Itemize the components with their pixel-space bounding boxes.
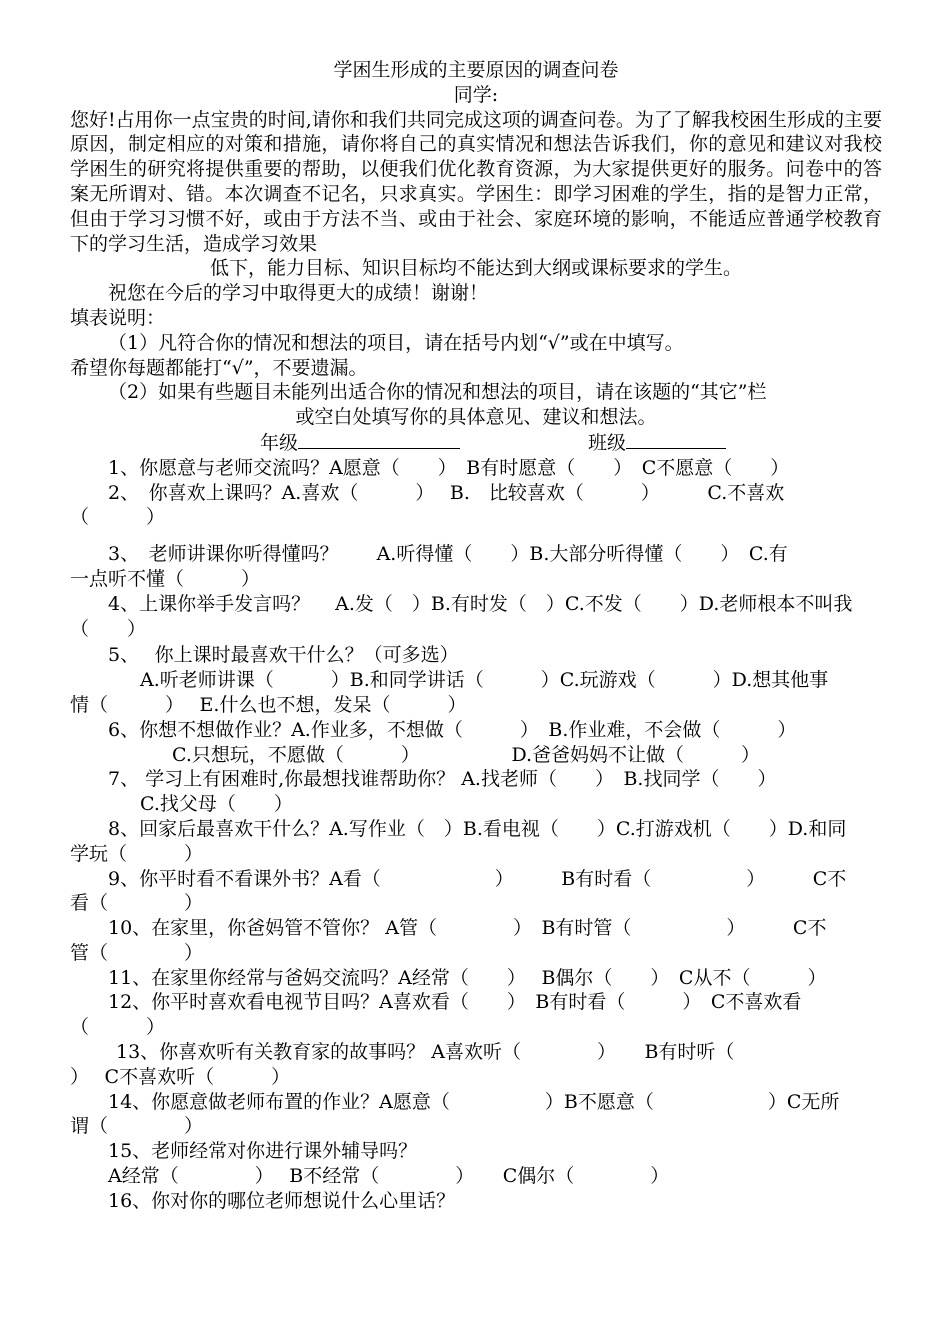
question-8-line-2: 学玩（ ） <box>70 842 204 865</box>
question-13-line-2: ） C不喜欢听（ ） <box>70 1065 291 1088</box>
question-13-line-1: 13、你喜欢听有关教育家的故事吗？ A喜欢听（ ） B有时听（ <box>116 1041 735 1064</box>
question-3-line-1: 3、 老师讲课你听得懂吗？ A.听得懂（ ）B.大部分听得懂（ ） C.有 <box>108 543 788 566</box>
instructions-heading: 填表说明： <box>70 306 166 329</box>
instruction-2-line-2: 或空白处填写你的具体意见、建议和想法。 <box>295 406 657 429</box>
wish-line: 祝您在今后的学习中取得更大的成绩！谢谢！ <box>108 282 489 305</box>
question-10-line-1: 10、在家里，你爸妈管不管你？ A管（ ） B有时管（ ） C不 <box>108 917 827 940</box>
question-15-line-2: A经常（ ） B不经常（ ） C偶尔（ ） <box>108 1165 670 1188</box>
doc-title: 学困生形成的主要原因的调查问卷 <box>333 59 619 81</box>
question-5-line-1: 5、 你上课时最喜欢干什么？（可多选） <box>108 644 459 667</box>
question-7-line-1: 7、 学习上有困难时,你最想找谁帮助你？ A.找老师（ ） B.找同学（ ） <box>108 768 777 791</box>
question-11: 11、在家里你经常与爸妈交流吗？A经常（ ） B偶尔（ ） C从不（ ） <box>108 966 827 989</box>
instruction-1-line-2: 希望你每题都能打“√”，不要遗漏。 <box>70 356 368 379</box>
question-10-line-2: 管（ ） <box>70 941 204 964</box>
question-9-line-1: 9、你平时看不看课外书？A看（ ） B有时看（ ） C不 <box>108 867 847 890</box>
question-2-line-1: 2、 你喜欢上课吗？A.喜欢（ ） B. 比较喜欢（ ） C.不喜欢 <box>108 481 785 504</box>
instruction-1-line-1: （1）凡符合你的情况和想法的项目，请在括号内划“√”或在中填写。 <box>108 331 684 354</box>
question-5-line-3: 情（ ） E.什么也不想，发呆（ ） <box>70 693 467 716</box>
question-4-line-1: 4、上课你举手发言吗？ A.发（ ）B.有时发（ ）C.不发（ ）D.老师根本不叫我 <box>108 592 853 615</box>
question-6-line-1: 6、你想不想做作业？A.作业多，不想做（ ） B.作业难，不会做（ ） <box>108 718 797 741</box>
question-14-line-1: 14、你愿意做老师布置的作业？A愿意（ ）B不愿意（ ）C无所 <box>108 1090 840 1113</box>
grade-label: 年级 <box>260 431 299 454</box>
question-6-line-2: C.只想玩，不愿做（ ） D.爸爸妈妈不让做（ ） <box>172 743 761 766</box>
class-label: 班级 <box>588 431 627 454</box>
question-9-line-2: 看（ ） <box>70 892 204 915</box>
intro-paragraph: 您好!占用你一点宝贵的时间,请你和我们共同完成这项的调查问卷。为了了解我校困生形成的主要原因，制定相应的对策和措施，请你将自己的真实情况和想法告诉我们，你的意见和建议对我校学困生的研究将提供重要的帮助，以便我们优化教育资源，为大家提供更好的服务。问卷中的答案无所谓对、错。本次调查不记名，只求真实。学困生：即学习困难的学生，指的是智力正常，但由于学习习惯不好，或由于方法不当、或由于社会、家庭环境的影响，不能适应普通学校教育下的学习生活，造成学习效果 <box>70 108 882 255</box>
grade-class-row <box>70 430 882 456</box>
instruction-2-line-1: （2）如果有些题目未能列出适合你的情况和想法的项目，请在该题的“其它”栏 <box>108 381 767 404</box>
question-8-line-1: 8、回家后最喜欢干什么？A.写作业（ ）B.看电视（ ）C.打游戏机（ ）D.和同 <box>108 817 847 840</box>
question-14-line-2: 谓（ ） <box>70 1115 204 1138</box>
questionnaire-document <box>70 58 882 1214</box>
question-1: 1、你愿意与老师交流吗？A愿意（ ） B有时愿意（ ） C不愿意（ ） <box>108 456 790 479</box>
question-12-line-1: 12、你平时喜欢看电视节目吗？A喜欢看（ ） B有时看（ ） C不喜欢看 <box>108 991 802 1014</box>
question-2-line-2: （ ） <box>70 506 166 529</box>
question-4-line-2: （ ） <box>70 617 147 640</box>
question-5-line-2: A.听老师讲课（ ）B.和同学讲话（ ）C.玩游戏（ ）D.想其他事 <box>140 669 829 692</box>
salutation: 同学: <box>453 83 499 106</box>
question-16: 16、你对你的哪位老师想说什么心里话？ <box>108 1189 456 1212</box>
class-input-line[interactable] <box>626 430 726 449</box>
grade-input-line[interactable] <box>298 430 460 449</box>
question-7-line-2: C.找父母（ ） <box>140 793 293 816</box>
intro-tail: 低下，能力目标、知识目标均不能达到大纲或课标要求的学生。 <box>209 257 742 280</box>
question-15-line-1: 15、老师经常对你进行课外辅导吗？ <box>108 1140 418 1163</box>
question-12-line-2: （ ） <box>70 1016 166 1039</box>
question-3-line-2: 一点听不懂（ ） <box>70 567 261 590</box>
